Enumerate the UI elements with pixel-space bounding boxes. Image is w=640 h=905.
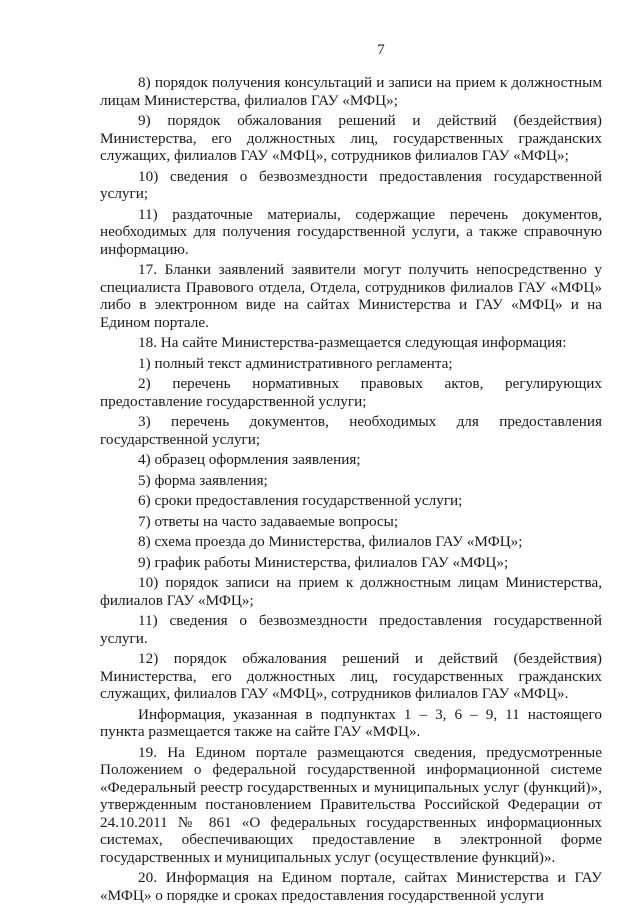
paragraph: 18. На сайте Министерства-размещается следующая информация: (138, 334, 567, 351)
page-number: 7 (377, 42, 385, 58)
paragraph: 4) образец оформления заявления; (138, 451, 361, 468)
paragraph: 9) порядок обжалования решений и действий (бездействия) Министерства, его должностных лиц, государственных гражданских служащих, филиалов ГАУ «МФЦ», сотрудников филиалов ГАУ «МФЦ»; (100, 112, 602, 164)
paragraph: 19. На Едином портале размещаются сведения, предусмотренные Положением о федеральной государственной информационной системе «Федеральный реестр государственных и муниципальных услуг (функций)», утвержденным постановлением Правительства Российской Федерации от 24.10.2011 № 861 «О федеральных государственных информационных системах, обеспечивающих предоставление в электронной форме государственных и муниципальных услуг (осуществление функций)». (100, 743, 602, 866)
document-body (100, 74, 602, 904)
paragraph: 5) форма заявления; (138, 471, 268, 489)
paragraph: 2) перечень нормативных правовых актов, регулирующих предоставление государственной услуги; (100, 375, 602, 410)
paragraph: 1) полный текст административного регламента; (138, 354, 453, 372)
paragraph: 8) порядок получения консультаций и записи на прием к должностным лицам Министерства, филиалов ГАУ «МФЦ»; (100, 74, 602, 109)
paragraph: 9) график работы Министерства, филиалов ГАУ «МФЦ»; (138, 553, 509, 571)
paragraph: 8) схема проезда до Министерства, филиалов ГАУ «МФЦ»; (138, 533, 523, 550)
paragraph: 10) порядок записи на прием к должностным лицам Министерства, филиалов ГАУ «МФЦ»; (100, 574, 602, 609)
paragraph: 7) ответы на часто задаваемые вопросы; (138, 512, 399, 530)
paragraph: 10) сведения о безвозмездности предоставления государственной услуги; (100, 167, 602, 202)
paragraph: Информация, указанная в подпунктах 1 – 3, 6 – 9, 11 настоящего пункта размещается также на сайте ГАУ «МФЦ». (100, 705, 602, 740)
paragraph: 12) порядок обжалования решений и действий (бездействия) Министерства, его должностных лиц, государственных гражданских служащих, филиалов ГАУ «МФЦ», сотрудников филиалов ГАУ «МФЦ». (100, 650, 602, 702)
paragraph: 17. Бланки заявлений заявители могут получить непосредственно у специалиста Правового отдела, Отдела, сотрудников филиалов ГАУ «МФЦ» либо в электронном виде на сайтах Министерства и ГАУ «МФЦ» и на Едином портале. (100, 261, 602, 331)
paragraph: 20. Информация на Едином портале, сайтах Министерства и ГАУ «МФЦ» о порядке и сроках предоставления государственной услуги (100, 869, 602, 904)
paragraph: 3) перечень документов, необходимых для предоставления государственной услуги; (100, 413, 602, 448)
paragraph: 6) сроки предоставления государственной услуги; (138, 492, 463, 509)
paragraph: 11) раздаточные материалы, содержащие перечень документов, необходимых для получения государственной услуги, а также справочную информацию. (100, 205, 602, 258)
paragraph: 11) сведения о безвозмездности предоставления государственной услуги. (100, 612, 602, 647)
